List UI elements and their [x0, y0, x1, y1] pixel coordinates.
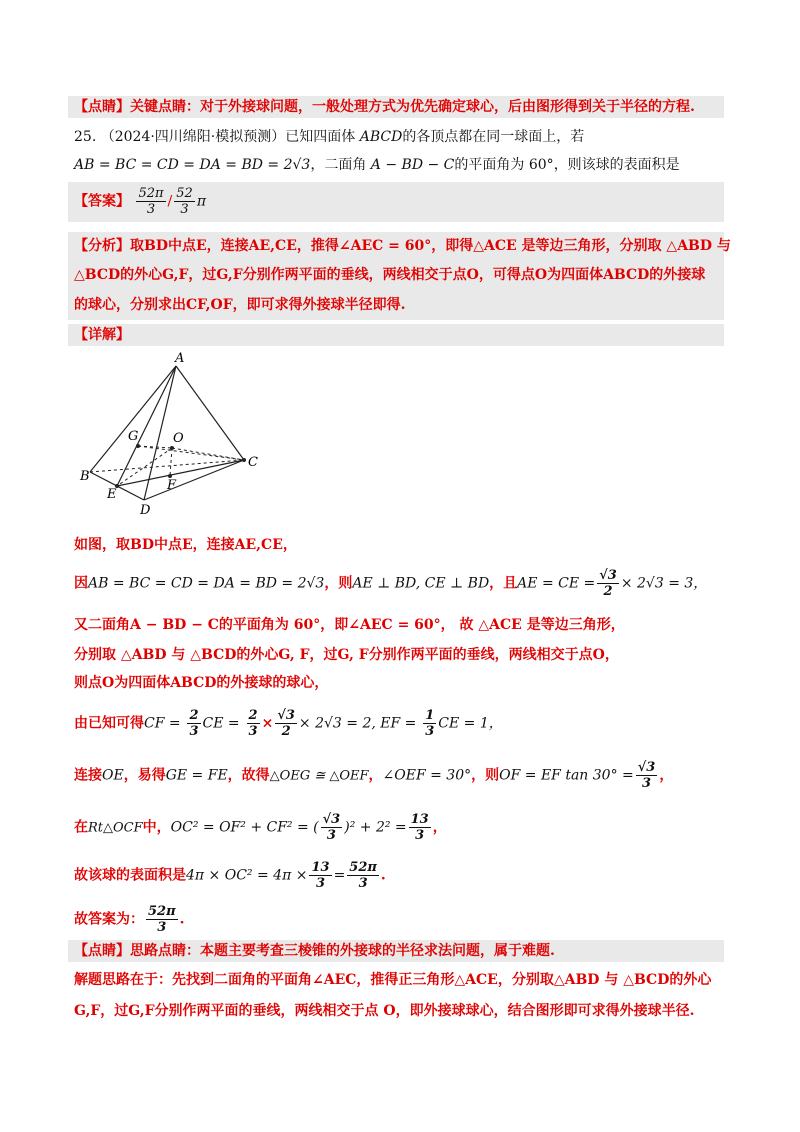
sol7-e: ，故得 — [227, 767, 270, 784]
label-O: O — [173, 431, 184, 446]
detail-band — [68, 324, 724, 346]
sol9-f2-num: 52π — [349, 860, 377, 875]
point-O — [170, 446, 174, 450]
label-B: B — [80, 469, 90, 484]
sol9-frac-1 — [309, 860, 331, 891]
solution-line-7 — [74, 760, 673, 791]
sol10-num: 52π — [148, 904, 176, 919]
sol9-b: 4π × OC² = 4π × — [186, 867, 308, 884]
sol2-perp: AE ⊥ BD, CE ⊥ BD — [352, 575, 490, 592]
solution-line-4: 分别取 △ABD 与 △BCD的外心G, F，过G, F分别作两平面的垂线，两线相交于点O， — [74, 647, 619, 663]
problem-stem-2: 的各顶点都在同一球面上，若 — [402, 129, 585, 145]
sol9-f1-den: 3 — [315, 876, 326, 891]
sol6-frac-2 — [247, 708, 260, 739]
sol7-a: 连接 — [74, 767, 102, 784]
sol6-frac-4 — [423, 708, 436, 739]
detail-tag: 【详解】 — [74, 327, 130, 343]
seg-OF — [170, 448, 172, 476]
sol6-frac-1 — [187, 708, 200, 739]
sol10-den: 3 — [157, 920, 167, 935]
sol6-f3-den: 2 — [281, 724, 291, 739]
label-C: C — [248, 455, 258, 470]
sol7-d: GE = FE — [165, 767, 228, 784]
edge-AC — [176, 366, 244, 460]
answer-den-1: 3 — [146, 202, 156, 217]
sol7-g: ， — [368, 767, 383, 784]
answer-frac-1 — [136, 186, 165, 217]
sol8-frac-1 — [321, 812, 343, 843]
analysis-tag: 【分析】 — [74, 238, 130, 254]
sol6-e: CE = 1， — [438, 715, 503, 732]
solution-line-3: 又二面角A − BD − C的平面角为 60°，即∠AEC = 60°， 故 △ACE 是等边三角形， — [74, 617, 625, 633]
tip-2-line-1 — [74, 942, 555, 960]
sol8-b: Rt△OCF — [88, 820, 143, 836]
angle-degree: 60° — [528, 157, 554, 173]
sol6-f2-num: 2 — [248, 708, 258, 723]
solution-line-2 — [74, 568, 707, 599]
solution-line-9 — [74, 860, 386, 891]
tetrahedron-figure — [78, 348, 268, 518]
label-A: A — [175, 351, 185, 366]
sol9-e: = — [333, 867, 346, 884]
problem-stem-3: ，二面角 — [310, 157, 367, 173]
sol7-f: △OEG ≅ △OEF — [269, 768, 369, 784]
sol8-d: OC² = OF² + CF² = ( — [170, 819, 319, 836]
sol9-h: . — [380, 867, 386, 884]
sol7-m: ， — [659, 767, 674, 784]
sol6-f3-num: √3 — [277, 708, 295, 723]
sol2-i: × 2√3 = 3， — [620, 575, 708, 592]
sol8-f1-num: √3 — [322, 812, 341, 827]
analysis-line-1 — [74, 237, 731, 255]
sol10-d: . — [179, 911, 185, 928]
problem-source: （2024·四川绵阳·模拟预测） — [100, 129, 286, 145]
sol7-frac — [636, 760, 658, 791]
label-E: E — [107, 487, 117, 502]
sol2-frac-num: √3 — [599, 568, 617, 583]
sol8-a: 在 — [74, 819, 88, 836]
sol8-j: ， — [432, 819, 447, 836]
sol8-g: )² + 2² = — [344, 819, 407, 836]
label-F: F — [167, 478, 177, 493]
sol9-frac-2 — [347, 860, 379, 891]
tetra-name: ABCD — [359, 129, 403, 145]
problem-stem-4: 的平面角为 — [454, 157, 525, 173]
problem-line-2 — [74, 156, 680, 174]
sol2-f: AE = CE = — [517, 575, 596, 592]
label-G: G — [128, 429, 139, 444]
analysis-text-2: △BCD的外心G,F，过G,F分别作两平面的垂线，两线相交于点O，可得点O为四面体ABCD的外接球 — [74, 267, 706, 283]
answer-num-2: 52 — [176, 186, 193, 201]
answer-tag: 【答案】 — [74, 193, 130, 210]
seg-GO — [138, 446, 172, 448]
seg-OC — [172, 448, 244, 460]
tip-1-text: 关键点睛：对于外接球问题，一般处理方式为优先确定球心，后由图形得到关于半径的方程. — [130, 99, 695, 115]
tip-2-text-1: 思路点睛：本题主要考查三棱锥的外接球的半径求法问题，属于难题. — [130, 943, 555, 959]
sol6-f1-den: 3 — [189, 724, 199, 739]
problem-stem-5: ，则该球的表面积是 — [553, 157, 680, 173]
problem-line-1 — [74, 128, 584, 146]
sol7-j: OF = EF tan 30° = — [499, 767, 634, 784]
edge-DC — [144, 460, 244, 500]
analysis-line-3 — [74, 296, 406, 314]
sol8-f2-num: 13 — [410, 812, 429, 827]
answer-sep: / — [167, 193, 173, 210]
sol2-a: 因 — [74, 575, 88, 592]
sol7-b: OE — [102, 767, 124, 784]
answer-den-2: 3 — [180, 202, 189, 217]
sol9-f2-den: 3 — [358, 876, 368, 891]
edge-BC-hidden — [90, 460, 244, 472]
sol6-c: CE = — [202, 715, 240, 732]
problem-condition: AB = BC = CD = DA = BD = 2√3 — [74, 157, 311, 173]
sol7-c: ，易得 — [123, 767, 166, 784]
sol2-e: ，且 — [489, 575, 518, 592]
sol9-f1-num: 13 — [311, 860, 330, 875]
problem-number: 25. — [74, 129, 97, 145]
sol6-f2-den: 3 — [248, 724, 258, 739]
analysis-text-1: 取BD中点E，连接AE,CE，推得∠AEC = 60°，即得△ACE 是等边三角形，分别取 △ABD 与 — [130, 238, 731, 254]
answer-pi: π — [196, 193, 207, 210]
sol10-a: 故答案为： — [74, 911, 144, 928]
sol9-a: 故该球的表面积是 — [74, 867, 186, 884]
sol2-frac-den: 2 — [603, 584, 613, 599]
solution-line-8 — [74, 812, 447, 843]
analysis-text-3: 的球心，分别求出CF,OF，即可求得外接球半径即得. — [74, 297, 406, 313]
solution-line-1: 如图，取BD中点E，连接AE,CE， — [74, 537, 297, 553]
point-C — [242, 458, 246, 462]
answer-line — [74, 186, 206, 217]
sol2-frac — [597, 568, 619, 599]
tip-1 — [74, 98, 695, 116]
sol7-frac-num: √3 — [637, 760, 656, 775]
tip-1-tag: 【点睛】 — [74, 99, 130, 115]
sol7-h: ∠OEF = 30° — [382, 767, 472, 784]
solution-line-10 — [74, 904, 184, 935]
tip-2-line-3: G,F，过G,F分别作两平面的垂线，两线相交于点 O，即外接球球心，结合图形即可求得外接球半径. — [74, 1003, 695, 1019]
sol6-f4-num: 1 — [425, 708, 435, 723]
sol8-f1-den: 3 — [326, 828, 336, 843]
sol6-f1-num: 2 — [189, 708, 199, 723]
problem-stem: 已知四面体 — [285, 129, 356, 145]
sol7-i: ，则 — [471, 767, 500, 784]
point-G — [136, 444, 140, 448]
tip-2-line-2: 解题思路在于：先找到二面角的平面角∠AEC，推得正三角形△ACE，分别取△ABD 与 △BCD的外心 — [74, 972, 712, 988]
sol7-frac-den: 3 — [642, 776, 652, 791]
sol2-cond: AB = BC = CD = DA = BD = 2√3 — [88, 575, 325, 592]
sol6-f4-den: 3 — [425, 724, 435, 739]
sol6-a: 由已知可得 — [74, 715, 144, 732]
sol8-frac-2 — [409, 812, 431, 843]
sol8-c: 中， — [142, 819, 171, 836]
solution-line-5: 则点O为四面体ABCD的外接球的球心， — [74, 675, 329, 691]
sol6-frac-3 — [275, 708, 297, 739]
sol6-b: CF = — [144, 715, 181, 732]
answer-num-1: 52π — [138, 186, 164, 201]
label-D: D — [140, 503, 151, 518]
solution-line-6: 由已知可得CF = $\frac{2}{3}$ CE = $\frac{2}{3}$ × $\frac{√3}{2}$ × 2√3 = 2, EF = $\frac{1}{3}$ CE = 1， — [74, 708, 503, 739]
sol10-frac — [146, 904, 178, 935]
analysis-line-2 — [74, 266, 705, 284]
dihedral-angle: A − BD − C — [370, 157, 455, 173]
sol8-f2-den: 3 — [415, 828, 425, 843]
sol6-d: × 2√3 = 2, EF = — [298, 715, 417, 732]
sol2-c: ，则 — [324, 575, 353, 592]
tip-2-tag: 【点睛】 — [74, 943, 130, 959]
answer-frac-2 — [174, 186, 195, 217]
